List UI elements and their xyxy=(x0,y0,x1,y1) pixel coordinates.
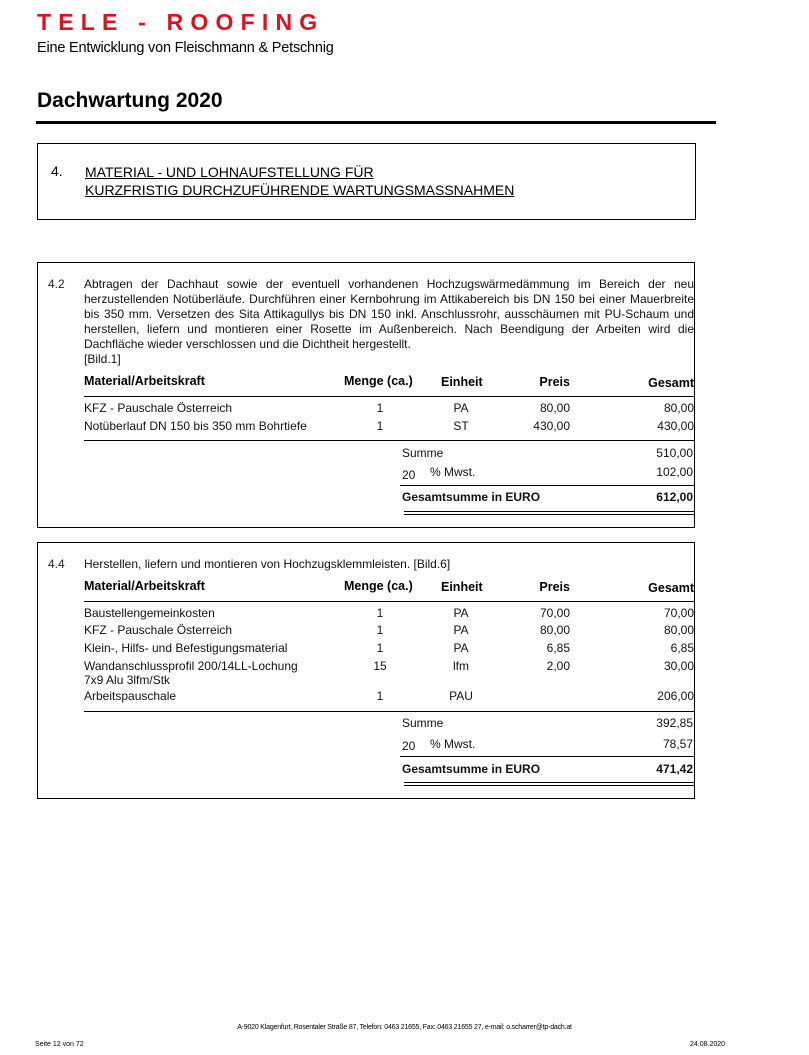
total-value: 612,00 xyxy=(656,490,693,504)
summe-value: 392,85 xyxy=(656,716,693,730)
total-rule xyxy=(400,485,695,486)
mwst-label: % Mwst. xyxy=(430,737,476,751)
cell-einheit: lfm xyxy=(453,659,469,673)
summe-label: Summe xyxy=(402,716,444,730)
mwst-value: 78,57 xyxy=(662,737,693,751)
col-header-einheit: Einheit xyxy=(441,580,483,594)
cell-menge: 1 xyxy=(376,689,384,703)
summe-label: Summe xyxy=(402,446,444,460)
cell-menge: 1 xyxy=(376,401,384,415)
cell-einheit: PA xyxy=(453,401,469,415)
item-number: 4.2 xyxy=(48,277,65,291)
header-rule xyxy=(84,601,695,602)
cell-einheit: PAU xyxy=(449,689,473,703)
cell-menge: 1 xyxy=(376,623,384,637)
title-divider xyxy=(36,121,716,124)
cell-preis: 80,00 xyxy=(539,623,570,637)
col-header-menge: Menge (ca.) xyxy=(344,374,413,388)
cell-gesamt: 80,00 xyxy=(663,401,694,415)
item-description xyxy=(84,277,694,367)
total-double-rule xyxy=(404,511,695,515)
total-rule xyxy=(400,756,695,757)
cell-gesamt: 6,85 xyxy=(670,641,694,655)
item-description: Herstellen, liefern und montieren von Hochzugsklemmleisten. [Bild.6] xyxy=(84,557,451,571)
cell-material: Wandanschlussprofil 200/14LL-Lochung xyxy=(84,659,298,673)
cell-gesamt: 430,00 xyxy=(657,419,694,433)
cell-einheit: ST xyxy=(453,419,469,433)
section-title-line-1: MATERIAL - UND LOHNAUFSTELLUNG FÜR xyxy=(85,164,374,180)
cell-preis: 6,85 xyxy=(546,641,570,655)
page-number: Seite 12 von 72 xyxy=(35,1041,84,1048)
cell-einheit: PA xyxy=(453,623,469,637)
header-rule xyxy=(84,396,695,397)
col-header-gesamt: Gesamt xyxy=(648,376,694,390)
cell-einheit: PA xyxy=(453,606,469,620)
mwst-rate: 20 xyxy=(402,468,416,482)
cell-material: Notüberlauf DN 150 bis 350 mm Bohrtiefe xyxy=(84,419,307,433)
cell-preis: 80,00 xyxy=(539,401,570,415)
col-header-preis: Preis xyxy=(539,375,570,389)
page-title: Dachwartung 2020 xyxy=(37,89,223,112)
cell-menge: 1 xyxy=(376,419,384,433)
col-header-material: Material/Arbeitskraft xyxy=(84,374,205,388)
cell-material-line-2: 7x9 Alu 3lfm/Stk xyxy=(84,673,171,687)
col-header-gesamt: Gesamt xyxy=(648,581,694,595)
total-label: Gesamtsumme in EURO xyxy=(402,490,541,504)
cell-menge: 1 xyxy=(376,606,384,620)
col-header-material: Material/Arbeitskraft xyxy=(84,579,205,593)
brand-subtitle: Eine Entwicklung von Fleischmann & Petschnig xyxy=(37,40,334,56)
item-number: 4.4 xyxy=(48,557,65,571)
cell-preis: 430,00 xyxy=(533,419,570,433)
footer-address: A-9020 Klagenfurt, Rosentaler Straße 87, Telefon: 0463 21655, Fax: 0463 21655 27, e-mail: o.scharrer@tp-dach.at xyxy=(237,1024,572,1031)
cell-material: Klein-, Hilfs- und Befestigungsmaterial xyxy=(84,641,288,655)
total-double-rule xyxy=(404,782,695,786)
section-number: 4. xyxy=(51,163,63,179)
cell-material: Baustellengemeinkosten xyxy=(84,606,215,620)
footer-date: 24.08.2020 xyxy=(690,1041,726,1048)
cell-menge: 15 xyxy=(373,659,387,673)
total-value: 471,42 xyxy=(656,762,693,776)
rows-end-rule xyxy=(84,711,695,712)
cell-material: KFZ - Pauschale Österreich xyxy=(84,623,233,637)
section-title-line-2: KURZFRISTIG DURCHZUFÜHRENDE WARTUNGSMASSNAHMEN xyxy=(85,182,515,198)
cell-menge: 1 xyxy=(376,641,384,655)
cell-gesamt: 206,00 xyxy=(657,689,694,703)
section-title xyxy=(85,163,514,199)
cell-gesamt: 80,00 xyxy=(663,623,694,637)
rows-end-rule xyxy=(84,440,695,441)
item-description-ref: [Bild.1] xyxy=(84,352,121,366)
cell-material: Arbeitspauschale xyxy=(84,689,177,703)
cell-preis: 2,00 xyxy=(546,659,570,673)
total-label: Gesamtsumme in EURO xyxy=(402,762,541,776)
summe-value: 510,00 xyxy=(656,446,693,460)
col-header-einheit: Einheit xyxy=(441,375,483,389)
mwst-label: % Mwst. xyxy=(430,465,476,479)
brand-logo-text: TELE - ROOFING xyxy=(37,9,325,35)
mwst-value: 102,00 xyxy=(656,465,693,479)
cell-gesamt: 30,00 xyxy=(663,659,694,673)
mwst-rate: 20 xyxy=(402,739,416,753)
item-description-text: Abtragen der Dachhaut sowie der eventuell vorhandenen Hochzugswärmedämmung im Bereich der neu herzustellenden Notüberläufe. Durchführen einer Kernbohrung im Attikabereich bis DN 150 bei einer Mauerbreite bis 350 mm. Versetzen des Sita Attikagullys bis DN 150 inkl. Anschlussrohr, ausschäumen mit PU-Schaum und herstellen, liefern und montieren einer Rosette im Außenbereich. Nach Beendigung der Arbeiten wird die Dachfläche wieder verschlossen und die Dichtheit hergestellt. xyxy=(84,277,694,351)
cell-material: KFZ - Pauschale Österreich xyxy=(84,401,233,415)
cell-gesamt: 70,00 xyxy=(663,606,694,620)
cell-preis: 70,00 xyxy=(539,606,570,620)
col-header-menge: Menge (ca.) xyxy=(344,579,413,593)
col-header-preis: Preis xyxy=(539,580,570,594)
cell-einheit: PA xyxy=(453,641,469,655)
